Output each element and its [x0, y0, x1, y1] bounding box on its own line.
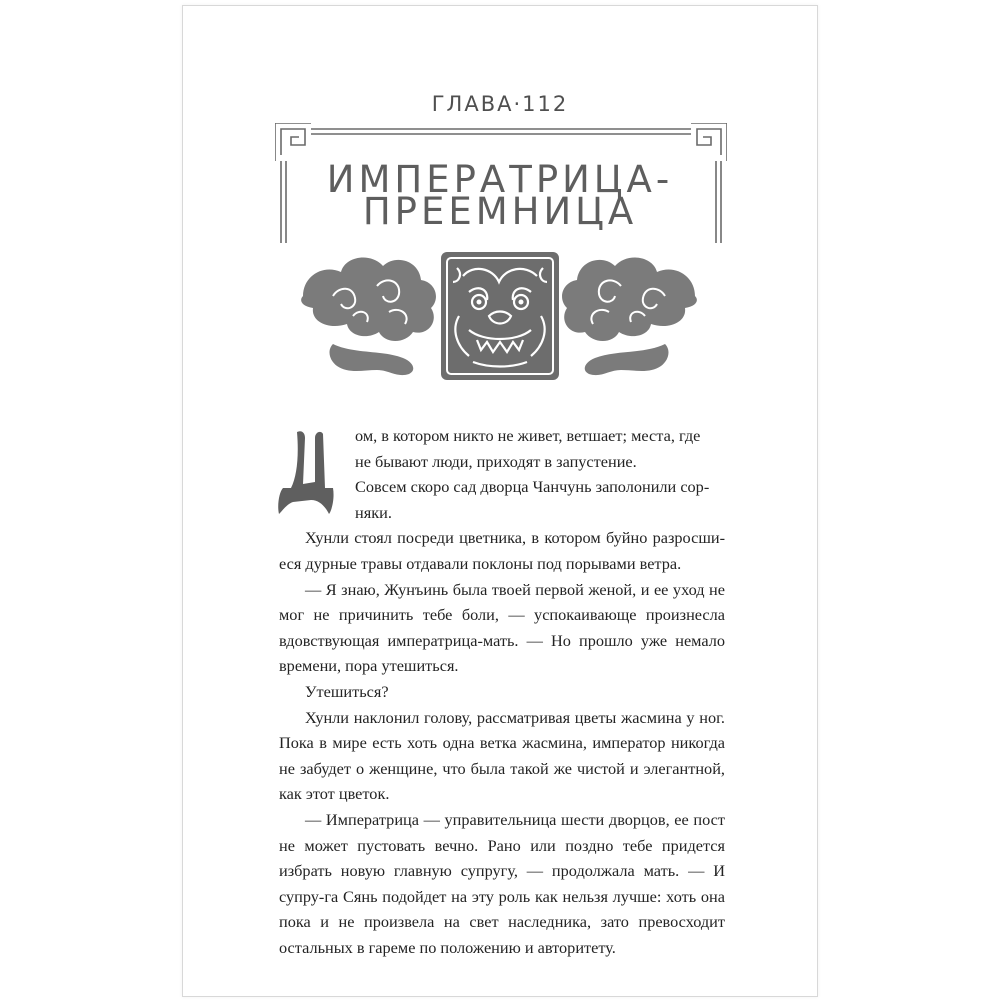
paragraph-3: Хунли стоял посреди цветника, в котором буйно разросши-еся дурные травы отдавали поклоны под порывами ветра. [279, 528, 725, 573]
paragraph-7: — Императрица — управительница шести дворцов, ее пост не может пустовать вечно. Рано или поздно тебе придется избрать новую главную супругу, — продолжала мать. — И супру-га Сянь подойдет на эту роль как нельзя лучше: хоть она пока и не произвела на свет наследника, зато превосходит остальных в гареме по положению и авторитету. [279, 809, 725, 957]
paragraph-6: Хунли наклонил голову, рассматривая цветы жасмина у ног. Пока в мире есть хоть одна ветка жасмина, император никогда не забудет о женщине, что была такой же чистой и элегантной, как этот цветок. [279, 707, 725, 804]
paragraph-1 [279, 423, 725, 474]
paragraph-1-line-1: ом, в котором никто не живет, ветшает; места, где [355, 426, 701, 445]
chapter-title-line-1: ИМПЕРАТРИЦА- [326, 158, 674, 201]
paragraph-4: — Я знаю, Жунъинь была твоей первой женой, и ее уход не мог не причинить тебе боли, — успокаивающе произнесла вдовствующая императрица-мать. — Но прошло уже немало времени, пора утешиться. [279, 579, 725, 676]
paragraph-2 [279, 474, 725, 525]
book-page [182, 5, 818, 997]
paragraph-2-line-1: Совсем скоро сад дворца Чанчунь заполонили сор- [355, 477, 710, 497]
paragraph-2-line-2: няки. [355, 502, 392, 522]
dragon-ornament [293, 246, 705, 386]
dragon-medallion [441, 252, 559, 380]
chapter-body-text [279, 423, 725, 960]
chapter-title-line-2: ПРЕЕМНИЦА [362, 190, 638, 233]
paragraph-5: Утешиться? [305, 681, 389, 701]
chapter-number: ГЛАВА·112 [431, 92, 569, 116]
paragraph-1-line-2: не бывают люди, приходят в запустение. [355, 451, 637, 471]
